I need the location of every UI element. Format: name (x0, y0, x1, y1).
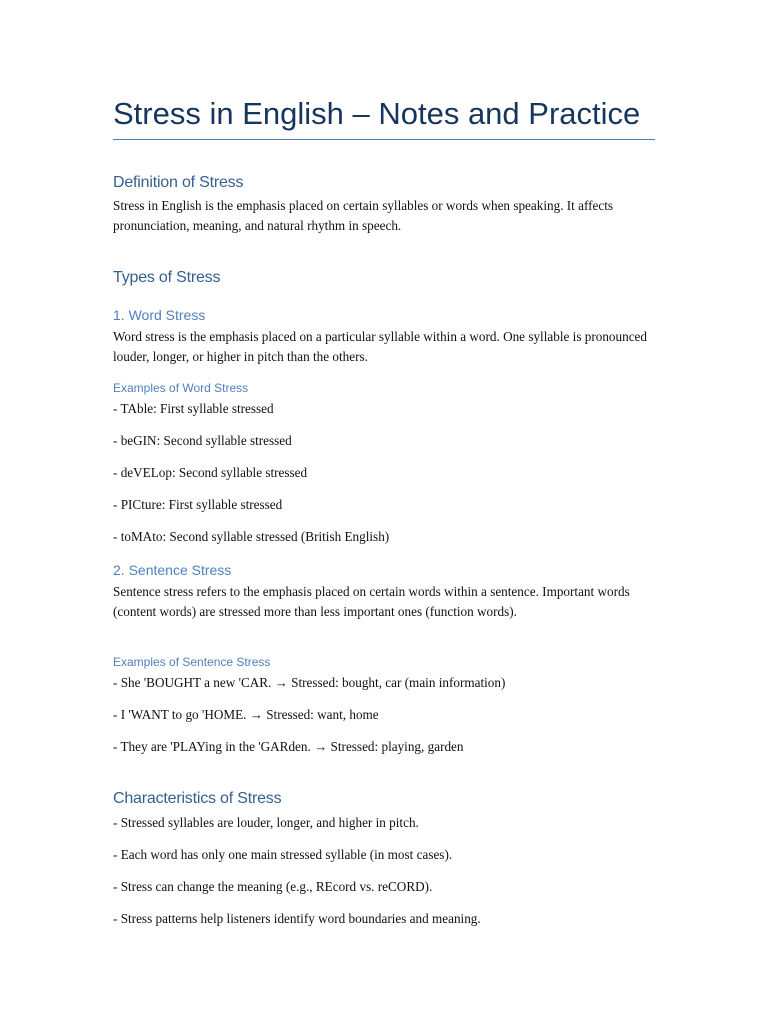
sentence-stress-example: - She 'BOUGHT a new 'CAR. → Stressed: bought, car (main information) (113, 675, 506, 690)
sentence-stress-examples-heading: Examples of Sentence Stress (113, 655, 271, 669)
characteristic-item: - Stress patterns help listeners identify word boundaries and meaning. (113, 911, 481, 926)
characteristics-heading: Characteristics of Stress (113, 790, 282, 807)
word-stress-heading: 1. Word Stress (113, 307, 206, 323)
word-stress-example: - PICture: First syllable stressed (113, 497, 283, 512)
types-heading: Types of Stress (113, 269, 221, 286)
word-stress-text: Word stress is the emphasis placed on a particular syllable within a word. One syllable is pronounced louder, longer, or higher in pitch than the others. (113, 329, 647, 364)
title-underline (113, 139, 655, 140)
sentence-stress-text: Sentence stress refers to the emphasis placed on certain words within a sentence. Important words (content words) are stressed more than less important ones (function words). (113, 584, 630, 619)
sentence-stress-heading: 2. Sentence Stress (113, 562, 232, 578)
sentence-stress-example: - They are 'PLAYing in the 'GARden. → Stressed: playing, garden (113, 739, 464, 754)
word-stress-examples-heading: Examples of Word Stress (113, 381, 249, 395)
sentence-stress-example: - I 'WANT to go 'HOME. → Stressed: want, home (113, 707, 379, 722)
word-stress-example: - toMAto: Second syllable stressed (British English) (113, 529, 390, 544)
characteristic-item: - Stressed syllables are louder, longer, and higher in pitch. (113, 815, 419, 830)
definition-heading: Definition of Stress (113, 174, 244, 191)
word-stress-example: - beGIN: Second syllable stressed (113, 433, 292, 448)
word-stress-example: - deVELop: Second syllable stressed (113, 465, 308, 480)
characteristic-item: - Stress can change the meaning (e.g., REcord vs. reCORD). (113, 879, 433, 894)
characteristic-item: - Each word has only one main stressed syllable (in most cases). (113, 847, 453, 862)
definition-text: Stress in English is the emphasis placed on certain syllables or words when speaking. It affects pronunciation, meaning, and natural rhythm in speech. (113, 198, 614, 233)
page-title: Stress in English – Notes and Practice (113, 96, 641, 131)
word-stress-example: - TAble: First syllable stressed (113, 401, 274, 416)
